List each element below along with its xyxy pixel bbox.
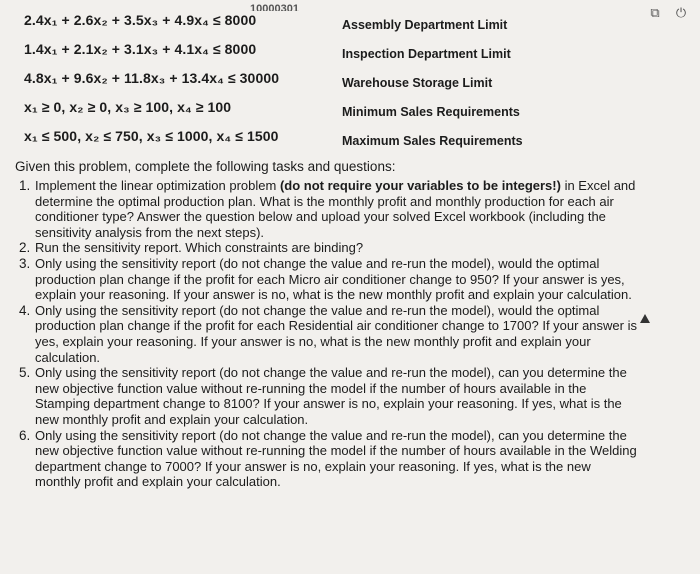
copy-icon[interactable]: ⧉ <box>650 5 660 20</box>
task-number: 1. <box>19 178 31 193</box>
task-text-pre: Only using the sensitivity report (do not change the value and re-run the model), would the optimal production plan change if the profit for each Residential air conditioner change to 1700? If your answer is yes, explain your reasoning. If your answer is no, what is the new monthly profit and explain your calculation. <box>35 302 637 365</box>
constraint-label: Inspection Department Limit <box>342 47 511 61</box>
task-text <box>35 428 639 490</box>
task-number: 3. <box>19 255 31 271</box>
task-number: 6. <box>19 427 31 443</box>
list-item <box>0 256 690 303</box>
constraint-label: Warehouse Storage Limit <box>342 76 493 90</box>
constraint-row <box>20 68 700 97</box>
task-text-pre: Only using the sensitivity report (do not change the value and re-run the model), would the optimal production plan change if the profit for each Micro air conditioner change to 950? If your answer is yes, explain your reasoning. If your answer is no, what is the new monthly profit and explain your calculation. <box>35 255 632 303</box>
task-text-post: in Excel and determine the optimal production plan. What is the monthly profit and monthly production for each air conditioner type? Answer the question below and upload your solved Excel workbook (including the sensitivity analysis from the next steps). <box>35 178 636 240</box>
list-item <box>0 428 690 490</box>
task-list <box>0 178 690 490</box>
constraint-row <box>20 97 700 126</box>
constraint-formula: x₁ ≥ 0, x₂ ≥ 0, x₃ ≥ 100, x₄ ≥ 100 <box>24 99 232 115</box>
task-text-pre: Run the sensitivity report. Which constraints are binding? <box>35 240 364 256</box>
constraint-row <box>20 126 700 155</box>
constraint-formula: 4.8x₁ + 9.6x₂ + 11.8x₃ + 13.4x₄ ≤ 30000 <box>24 70 280 86</box>
task-text-pre: Only using the sensitivity report (do not change the value and re-run the model), can you determine the new objective function value without re-running the model if the number of hours available in the Welding department change to 7000? If your answer is no, explain your reasoning. If yes, what is the new monthly profit and explain your calculation. <box>35 427 637 490</box>
task-text-pre: Implement the linear optimization problem <box>35 178 280 193</box>
constraint-formula: 1.4x₁ + 2.1x₂ + 3.1x₃ + 4.1x₄ ≤ 8000 <box>24 41 257 57</box>
task-text <box>35 240 639 256</box>
task-number: 4. <box>19 302 31 318</box>
task-text <box>35 178 639 240</box>
cutoff-text: 10000301 <box>250 3 299 11</box>
list-item <box>0 178 690 240</box>
constraint-label: Maximum Sales Requirements <box>342 134 523 148</box>
task-text <box>35 256 639 303</box>
task-text <box>35 303 639 365</box>
list-item <box>0 365 690 427</box>
constraint-formula: x₁ ≤ 500, x₂ ≤ 750, x₃ ≤ 1000, x₄ ≤ 1500 <box>24 128 279 144</box>
constraint-label: Minimum Sales Requirements <box>342 105 520 119</box>
task-text-bold: (do not require your variables to be integers!) <box>279 178 561 193</box>
task-number: 5. <box>19 365 31 381</box>
list-item <box>0 303 690 365</box>
constraint-label: Assembly Department Limit <box>342 18 508 32</box>
power-icon[interactable]: ⏻ <box>675 5 687 20</box>
constraint-formula: 2.4x₁ + 2.6x₂ + 3.5x₃ + 4.9x₄ ≤ 8000 <box>24 12 257 28</box>
constraint-row <box>20 39 700 68</box>
intro-text: Given this problem, complete the following tasks and questions: <box>15 159 396 174</box>
mouse-cursor-icon <box>640 314 650 323</box>
constraints-block <box>20 3 700 155</box>
constraint-row <box>20 10 700 39</box>
list-item <box>0 240 690 256</box>
task-text <box>35 365 639 427</box>
task-text-pre: Only using the sensitivity report (do not change the value and re-run the model), can you determine the new objective function value without re-running the model if the number of hours available in the Stamping department change to 8100? If your answer is no, explain your reasoning. If yes, what is the new monthly profit and explain your calculation. <box>35 365 627 427</box>
task-number: 2. <box>19 240 31 256</box>
